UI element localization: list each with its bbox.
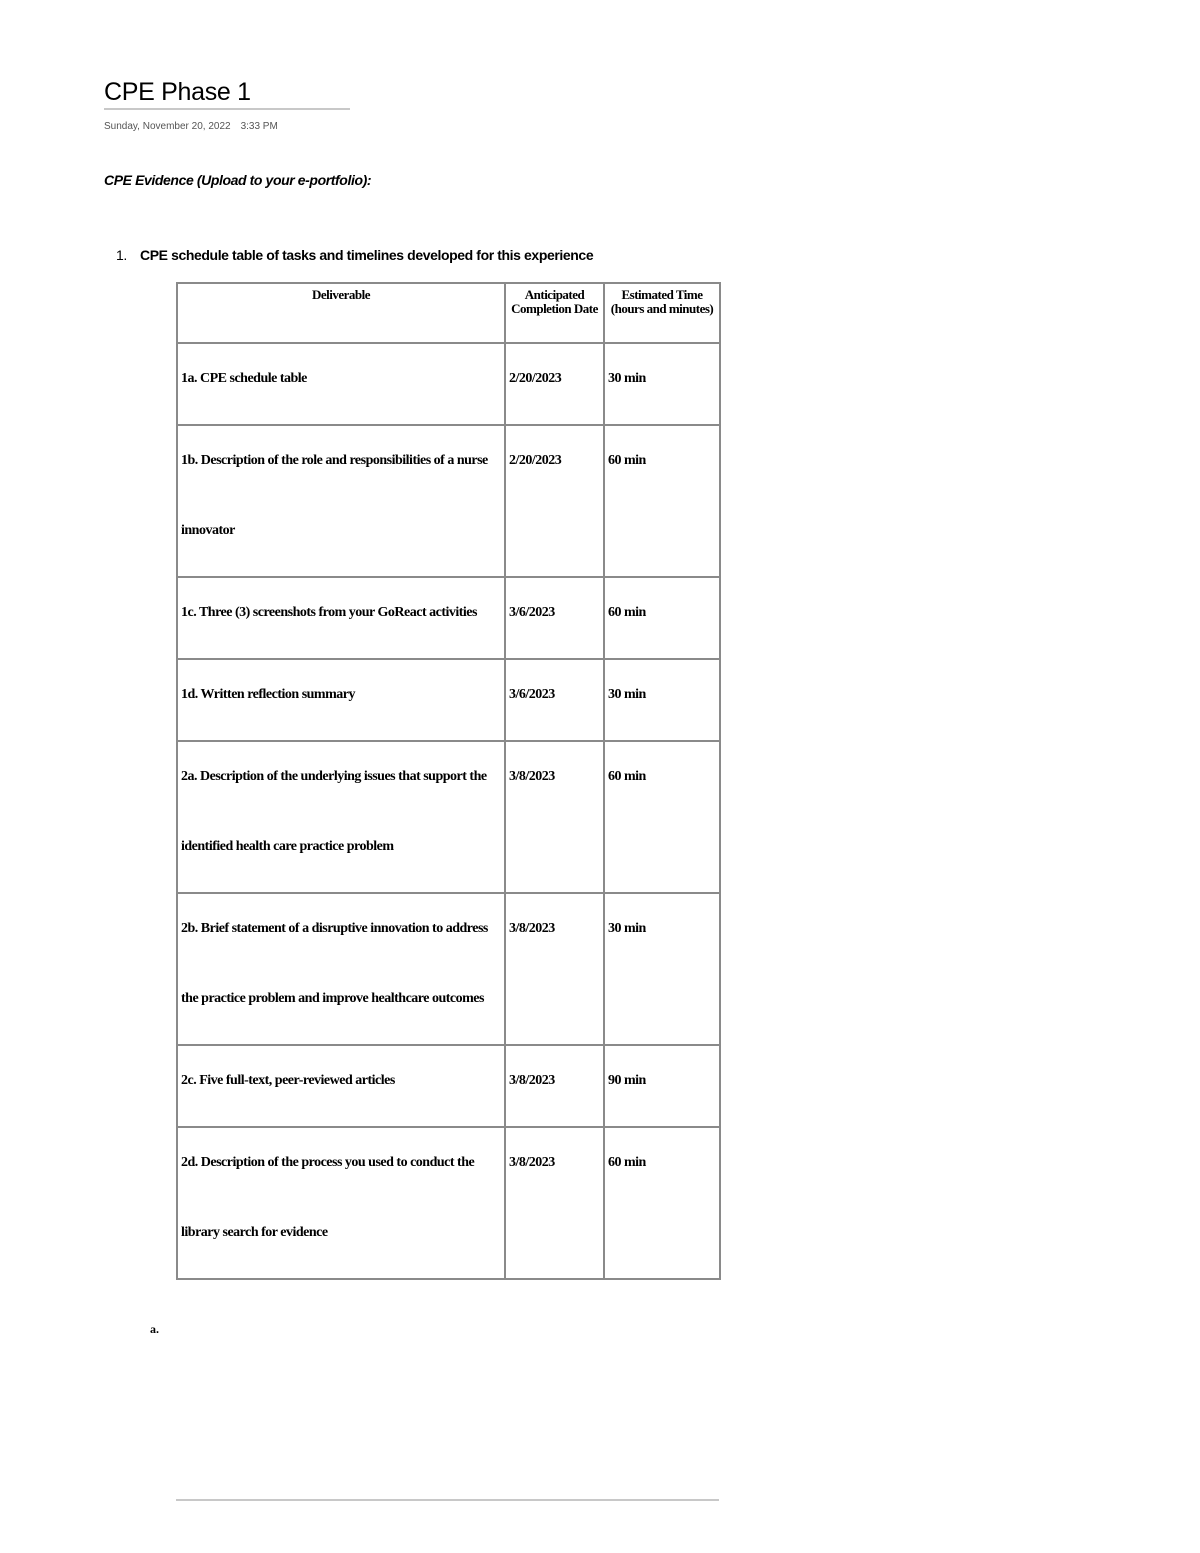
cell-completion-date-text: 2/20/2023	[509, 453, 562, 468]
cell-completion-date-text: 2/20/2023	[509, 371, 562, 386]
table-row	[177, 1127, 720, 1279]
cell-completion-date-text: 3/8/2023	[509, 921, 555, 936]
cell-deliverable	[177, 577, 505, 659]
cell-deliverable-text: 1c. Three (3) screenshots from your GoReact activities	[181, 605, 477, 620]
cell-estimated-time	[604, 577, 720, 659]
cell-completion-date	[505, 1127, 604, 1279]
list-item-text: CPE schedule table of tasks and timelines developed for this experience	[140, 247, 594, 263]
cell-deliverable-text: 1b. Description of the role and responsibilities of a nurse innovator	[181, 453, 488, 538]
cell-completion-date	[505, 1045, 604, 1127]
bottom-divider	[176, 1499, 719, 1501]
sub-list-marker: a.	[150, 1322, 159, 1336]
title-divider	[104, 108, 350, 110]
cell-completion-date-text: 3/8/2023	[509, 1073, 555, 1088]
cell-estimated-time-text: 60 min	[608, 453, 646, 468]
list-number: 1.	[116, 247, 127, 263]
table-row	[177, 577, 720, 659]
cell-deliverable-text: 1d. Written reflection summary	[181, 687, 355, 702]
cell-estimated-time-text: 60 min	[608, 1155, 646, 1170]
cell-estimated-time	[604, 343, 720, 425]
cell-estimated-time-text: 60 min	[608, 769, 646, 784]
cell-deliverable	[177, 741, 505, 893]
cell-completion-date	[505, 659, 604, 741]
table-row	[177, 741, 720, 893]
cell-estimated-time	[604, 1045, 720, 1127]
evidence-heading-bold: CPE Evidence	[104, 172, 194, 188]
cell-completion-date	[505, 425, 604, 577]
cell-completion-date	[505, 893, 604, 1045]
cell-estimated-time-text: 30 min	[608, 921, 646, 936]
table-row	[177, 343, 720, 425]
cell-completion-date-text: 3/6/2023	[509, 687, 555, 702]
cell-deliverable	[177, 659, 505, 741]
cell-estimated-time	[604, 425, 720, 577]
cell-completion-date	[505, 741, 604, 893]
cell-estimated-time	[604, 1127, 720, 1279]
table-row	[177, 425, 720, 577]
cell-deliverable-text: 2d. Description of the process you used to conduct the library search for evidence	[181, 1155, 475, 1240]
list-item-1	[116, 247, 593, 263]
header-completion-date: Anticipated Completion Date	[505, 283, 604, 343]
page-title: CPE Phase 1	[104, 78, 251, 106]
header-estimated-time: Estimated Time (hours and minutes)	[604, 283, 720, 343]
cell-estimated-time	[604, 659, 720, 741]
cell-estimated-time-text: 30 min	[608, 687, 646, 702]
table-row	[177, 659, 720, 741]
cell-deliverable	[177, 893, 505, 1045]
table-body	[177, 343, 720, 1279]
table-row	[177, 1045, 720, 1127]
cell-deliverable-text: 2c. Five full-text, peer-reviewed articles	[181, 1073, 395, 1088]
evidence-heading	[104, 172, 371, 188]
table-header-row	[177, 283, 720, 343]
cell-completion-date	[505, 577, 604, 659]
header-deliverable: Deliverable	[177, 283, 505, 343]
table-row	[177, 893, 720, 1045]
evidence-heading-paren: (Upload to your e-portfolio):	[196, 172, 372, 188]
cell-estimated-time-text: 60 min	[608, 605, 646, 620]
cell-estimated-time	[604, 741, 720, 893]
cell-deliverable-text: 2a. Description of the underlying issues that support the identified health care practice problem	[181, 769, 487, 854]
cell-deliverable-text: 2b. Brief statement of a disruptive innovation to address the practice problem and improve healthcare outcomes	[181, 921, 488, 1006]
cell-deliverable	[177, 425, 505, 577]
cell-deliverable	[177, 1127, 505, 1279]
cell-estimated-time	[604, 893, 720, 1045]
cell-estimated-time-text: 90 min	[608, 1073, 646, 1088]
cell-completion-date	[505, 343, 604, 425]
page-date: Sunday, November 20, 2022	[104, 121, 231, 132]
cell-completion-date-text: 3/8/2023	[509, 769, 555, 784]
cell-completion-date-text: 3/8/2023	[509, 1155, 555, 1170]
cell-deliverable	[177, 343, 505, 425]
cell-deliverable-text: 1a. CPE schedule table	[181, 371, 307, 386]
cell-estimated-time-text: 30 min	[608, 371, 646, 386]
cell-completion-date-text: 3/6/2023	[509, 605, 555, 620]
page-time: 3:33 PM	[240, 121, 278, 132]
page-datetime	[104, 121, 278, 132]
schedule-table	[176, 282, 721, 1280]
cell-deliverable	[177, 1045, 505, 1127]
